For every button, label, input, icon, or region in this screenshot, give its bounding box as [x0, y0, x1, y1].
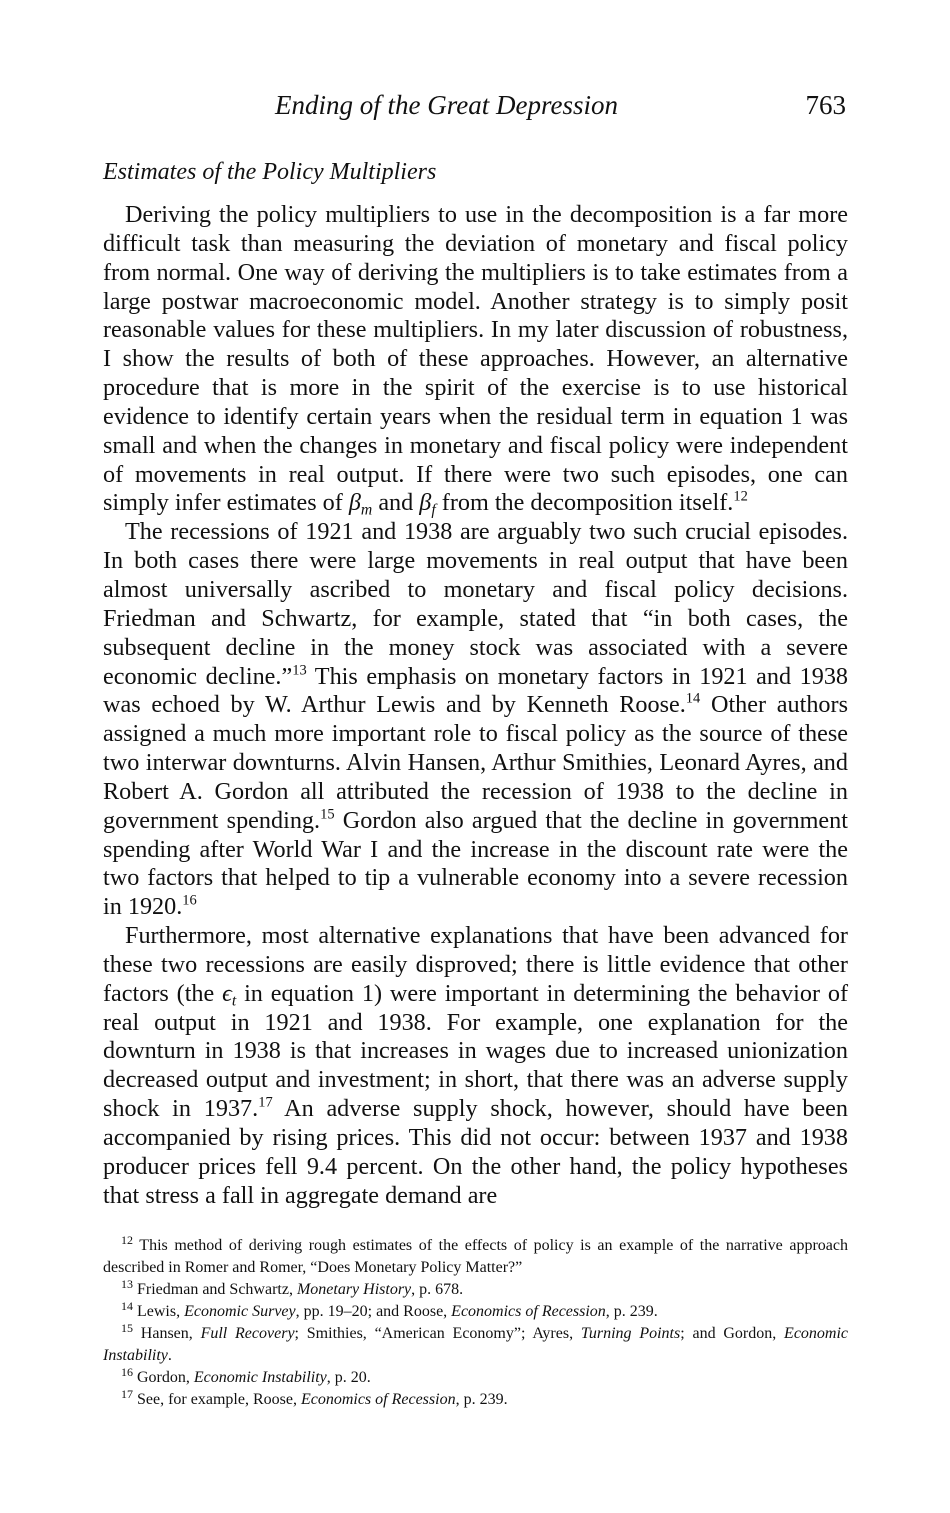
- paragraph-1-text: from the decomposition itself.: [435, 489, 734, 517]
- paragraph-3-text: in equation 1) were important in determining the behavior of real output in 1921 and 1938. For example, one explanation for the downturn in 1938 is that increases in wages due to increased unionization decreased output and investment; in short, that there was an adverse supply shock in 1937.: [103, 979, 848, 1123]
- footnote-12: [103, 1235, 848, 1279]
- paragraph-3-text: An adverse supply shock, however, should have been accompanied by rising prices. This did not occur: between 1937 and 1938 producer prices fell 9.4 percent. On the other hand, the policy hypotheses that stress a fall in aggregate demand are: [103, 1095, 849, 1209]
- footnote-number: 13: [121, 1277, 133, 1291]
- paragraph-2-text: Gordon also argued that the decline in government spending after World War I and the increase in the discount rate were the two factors that helped to tip a vulnerable economy into a severe recession in 1920.: [103, 806, 848, 921]
- footnote-17: $^{17}$ See, for example, Roose, Economics of Recession, p. 239.: [121, 1387, 508, 1408]
- citation-title: Economics of Recession: [451, 1303, 606, 1320]
- citation-title: Turning Points: [580, 1325, 681, 1342]
- footnote-text: This method of deriving rough estimates of the effects of policy is an example of the narrative approach described in Romer and Romer, “Does Monetary Policy Matter?”: [103, 1237, 848, 1276]
- footnote-number: 16: [121, 1365, 133, 1379]
- footnote-16: $^{16}$ Gordon, Economic Instability, p. 20.: [121, 1365, 371, 1386]
- footnote-15: $^{15}$ Hansen, Full Recovery; Smithies, “American Economy”; Ayres, Turning Points; and Gordon, Economic Instability.: [103, 1321, 849, 1364]
- paragraph-2: [103, 518, 848, 922]
- beta-f-symbol: $\beta_f$: [419, 489, 436, 520]
- paragraph-2-text: This emphasis on monetary factors in 1921 and 1938 was echoed by W. Arthur Lewis and by Kenneth Roose.: [103, 662, 849, 719]
- paragraph-1-text: and: [372, 489, 420, 517]
- footnote-ref-14: 14: [685, 690, 701, 707]
- footnote-number: 14: [121, 1299, 133, 1313]
- footnote-ref-13: 13: [292, 662, 307, 679]
- paragraph-1: [103, 201, 848, 518]
- footnote-number: 12: [121, 1233, 133, 1247]
- citation-title: Monetary History: [296, 1281, 412, 1298]
- running-head: [103, 86, 848, 126]
- citation-title: Economic Instability: [103, 1325, 849, 1364]
- footnote-ref-17: 17: [258, 1094, 273, 1111]
- footnote-14: $^{14}$ Lewis, Economic Survey, pp. 19–20; and Roose, Economics of Recession, p. 239.: [121, 1299, 658, 1320]
- paragraph-2-text: The recessions of 1921 and 1938 are arguably two such crucial episodes. In both cases there were large movements in real output that have been almost universally ascribed to monetary and fiscal policy decisions. Friedman and Schwartz, for example, stated that “in both cases, the subsequent decline in the money stock was associated with a severe economic decline.”: [103, 518, 848, 690]
- paragraph-1-text: Deriving the policy multipliers to use in the decomposition is a far more difficult task than measuring the deviation of monetary and fiscal policy from normal. One way of deriving the multipliers is to take estimates from a large postwar macroeconomic model. Another strategy is to simply posit reasonable values for these multipliers. In my later discussion of robustness, I show the results of both of these approaches. However, an alternative procedure that is more in the spirit of the exercise is to use historical evidence to identify certain years when the residual term in equation 1 was small and when the changes in monetary and fiscal policy were independent of movements in real output. If there were two such episodes, one can simply infer estimates of: [103, 201, 848, 517]
- footnote-13: $^{13}$ Friedman and Schwartz, Monetary History, p. 678.: [121, 1277, 464, 1298]
- citation-title: Economics of Recession: [300, 1391, 456, 1408]
- citation-title: Economic Instability: [193, 1369, 327, 1386]
- footnote-number: 15: [121, 1321, 133, 1335]
- paragraph-3-text: Furthermore, most alternative explanations that have been advanced for these two recessions are easily disproved; there is little evidence that other factors (the: [103, 922, 848, 1007]
- footnote-ref-15: 15: [320, 806, 335, 823]
- paragraph-3: [103, 922, 848, 1210]
- page-number: 763: [805, 90, 846, 120]
- body-text: [103, 201, 848, 1211]
- footnote-number: 17: [121, 1387, 133, 1401]
- citation-title: Economic Survey: [184, 1303, 296, 1320]
- epsilon-t-symbol: $\epsilon_t$: [222, 979, 237, 1010]
- section-heading: Estimates of the Policy Multipliers: [103, 159, 437, 185]
- footnote-ref-12: 12: [733, 489, 748, 505]
- footnote-ref-16: 16: [182, 892, 197, 909]
- paragraph-2-text: Other authors assigned a much more important role to fiscal policy as the source of these two interwar downturns. Alvin Hansen, Arthur Smithies, Leonard Ayres, and Robert A. Gordon all attributed the recession of 1938 to the decline in government spending.: [103, 691, 848, 834]
- beta-m-symbol: $\beta_m$: [348, 489, 373, 520]
- footnotes: [103, 1235, 848, 1411]
- running-title: Ending of the Great Depression: [275, 90, 618, 120]
- citation-title: Full Recovery: [200, 1325, 295, 1342]
